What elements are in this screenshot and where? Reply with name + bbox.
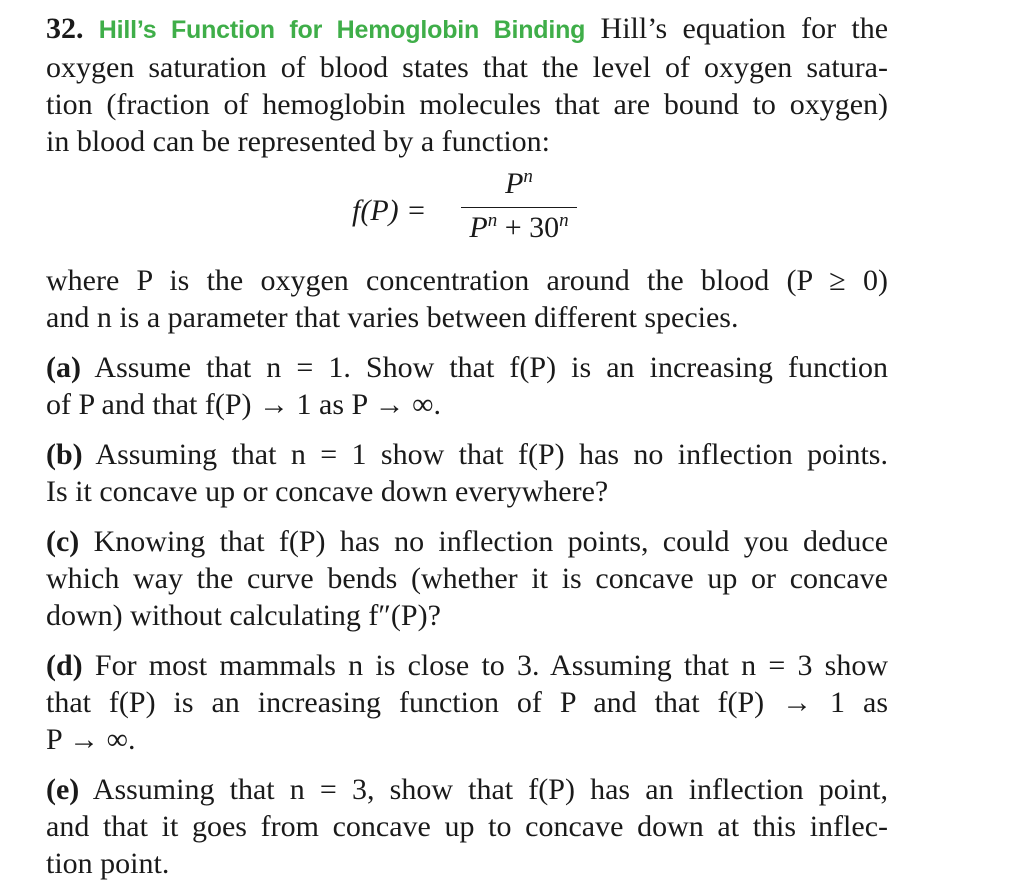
after-equation-line-2: and n is a parameter that varies between different species. xyxy=(46,301,739,334)
problem-title: Hill’s Function for Hemoglobin Binding xyxy=(98,16,586,44)
part-e-line-3: tion point. xyxy=(46,847,170,880)
part-a-line-1 xyxy=(46,349,888,386)
fraction-denominator xyxy=(461,210,577,250)
denominator-exponent-2: n xyxy=(559,210,569,231)
part-d-text-1: For most mammals n is close to 3. Assuming that n = 3 show xyxy=(94,649,888,682)
equation-lhs: f(P) = xyxy=(352,194,427,227)
part-c-line-1 xyxy=(46,523,888,560)
denominator-plus-const: + 30 xyxy=(497,211,560,244)
part-d-line-1 xyxy=(46,647,888,684)
hill-equation xyxy=(46,164,888,259)
problem-text xyxy=(46,10,888,882)
numerator-exponent: n xyxy=(523,166,533,187)
equation-fraction xyxy=(461,164,577,250)
part-a-text-1: Assume that n = 1. Show that f(P) is an increasing function xyxy=(94,351,888,384)
part-d-label: (d) xyxy=(46,649,83,682)
part-c-label: (c) xyxy=(46,525,80,558)
intro-line-3: tion (fraction of hemoglobin molecules that are bound to oxygen) xyxy=(46,88,888,121)
fraction-numerator xyxy=(461,164,577,204)
intro-line-1 xyxy=(46,10,888,49)
fraction-bar xyxy=(461,207,577,208)
part-d-line-2: that f(P) is an increasing function of P and that f(P) → 1 as xyxy=(46,686,888,719)
part-b-label: (b) xyxy=(46,438,83,471)
part-e-line-2: and that it goes from concave up to concave down at this inflec- xyxy=(46,810,888,843)
after-equation-line-1: where P is the oxygen concentration around the blood (P ≥ 0) xyxy=(46,264,888,297)
part-e-line-1 xyxy=(46,771,888,808)
problem-number: 32. xyxy=(46,12,84,45)
denominator-exponent: n xyxy=(487,210,498,231)
part-c-text-1: Knowing that f(P) has no inflection points, could you deduce xyxy=(93,525,889,558)
part-e-text-1: Assuming that n = 3, show that f(P) has an inflection point, xyxy=(92,773,888,806)
part-d-line-3: P → ∞. xyxy=(46,723,136,756)
part-b-line-2: Is it concave up or concave down everywhere? xyxy=(46,475,609,508)
intro-text-1: Hill’s equation for the xyxy=(600,12,889,45)
part-c-line-3: down) without calculating f″(P)? xyxy=(46,599,441,632)
part-b-text-1: Assuming that n = 1 show that f(P) has no inflection points. xyxy=(95,438,888,471)
intro-line-4: in blood can be represented by a function: xyxy=(46,125,550,158)
numerator-base: P xyxy=(505,167,524,200)
part-a-line-2: of P and that f(P) → 1 as P → ∞. xyxy=(46,388,441,421)
part-a-label: (a) xyxy=(46,351,81,384)
denominator-base: P xyxy=(469,211,488,244)
part-b-line-1 xyxy=(46,436,888,473)
part-e-label: (e) xyxy=(46,773,80,806)
part-c-line-2: which way the curve bends (whether it is concave up or concave xyxy=(46,562,888,595)
intro-line-2: oxygen saturation of blood states that the level of oxygen satura- xyxy=(46,51,888,84)
